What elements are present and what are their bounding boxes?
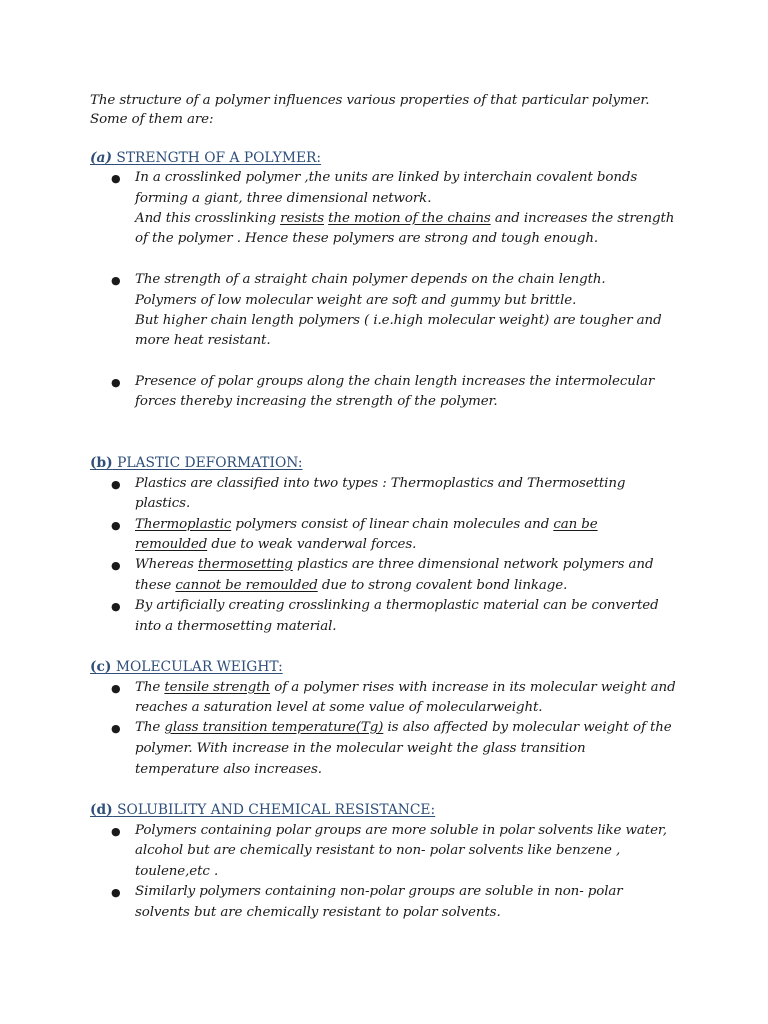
d-b1-line-2: alcohol but are chemically resistant to non- polar solvents like benzene , bbox=[135, 843, 621, 858]
b-b2-line-1: Thermoplastic polymers consist of linear chain molecules and can be bbox=[135, 517, 598, 532]
c-b1-line-1: The tensile strength of a polymer rises with increase in its molecular weight and bbox=[135, 680, 676, 695]
section-d-tag: (d) bbox=[90, 802, 113, 818]
bullet-icon: ● bbox=[111, 478, 121, 491]
section-d-heading bbox=[90, 801, 435, 819]
d-b1-line-3: toulene,etc . bbox=[135, 864, 219, 879]
section-d-title: SOLUBILITY AND CHEMICAL RESISTANCE: bbox=[112, 802, 436, 818]
bullet-icon: ● bbox=[111, 274, 121, 287]
a-b1-line-2: forming a giant, three dimensional network. bbox=[135, 191, 432, 206]
b-b2-line-2: remoulded due to weak vanderwal forces. bbox=[135, 537, 417, 552]
b-b3-line-1: Whereas thermosetting plastics are three dimensional network polymers and bbox=[135, 557, 654, 572]
intro-line-2: Some of them are: bbox=[90, 112, 214, 127]
section-c-title: MOLECULAR WEIGHT: bbox=[111, 659, 283, 675]
b-b4-line-1: By artificially creating crosslinking a thermoplastic material can be converted bbox=[135, 598, 659, 613]
a-b3-line-2: forces thereby increasing the strength of the polymer. bbox=[135, 394, 498, 409]
section-b-title: PLASTIC DEFORMATION: bbox=[112, 455, 303, 471]
section-a-heading bbox=[90, 149, 321, 167]
d-b1-line-1: Polymers containing polar groups are more soluble in polar solvents like water, bbox=[135, 823, 667, 838]
section-c-tag: (c) bbox=[90, 659, 112, 675]
c-b2-line-3: temperature also increases. bbox=[135, 762, 322, 777]
b-b1-line-1: Plastics are classified into two types : Thermoplastics and Thermosetting bbox=[135, 476, 626, 491]
a-b3-line-1: Presence of polar groups along the chain length increases the intermolecular bbox=[135, 374, 655, 389]
c-b2-line-2: polymer. With increase in the molecular weight the glass transition bbox=[135, 741, 586, 756]
b-b4-line-2: into a thermosetting material. bbox=[135, 619, 337, 634]
bullet-icon: ● bbox=[111, 559, 121, 572]
a-b1-line-3: And this crosslinking resists the motion of the chains and increases the strength bbox=[135, 211, 675, 226]
a-b1-line-1: In a crosslinked polymer ,the units are linked by interchain covalent bonds bbox=[135, 170, 638, 185]
section-c-heading bbox=[90, 658, 283, 676]
bullet-icon: ● bbox=[111, 519, 121, 532]
bullet-icon: ● bbox=[111, 600, 121, 613]
c-b1-line-2: reaches a saturation level at some value of molecularweight. bbox=[135, 700, 543, 715]
a-b2-line-1: The strength of a straight chain polymer depends on the chain length. bbox=[135, 272, 606, 287]
section-a-tag: (a) bbox=[90, 150, 112, 166]
bullet-icon: ● bbox=[111, 376, 121, 389]
intro-line-1: The structure of a polymer influences various properties of that particular polymer. bbox=[90, 93, 650, 108]
bullet-icon: ● bbox=[111, 172, 121, 185]
b-b3-line-2: these cannot be remoulded due to strong covalent bond linkage. bbox=[135, 578, 568, 593]
section-b-tag: (b) bbox=[90, 455, 113, 471]
bullet-icon: ● bbox=[111, 886, 121, 899]
a-b2-line-3: But higher chain length polymers ( i.e.high molecular weight) are tougher and bbox=[135, 313, 662, 328]
bullet-icon: ● bbox=[111, 722, 121, 735]
a-b1-line-4: of the polymer . Hence these polymers are strong and tough enough. bbox=[135, 231, 599, 246]
a-b2-line-4: more heat resistant. bbox=[135, 333, 271, 348]
b-b1-line-2: plastics. bbox=[135, 496, 191, 511]
c-b2-line-1: The glass transition temperature(Tg) is also affected by molecular weight of the bbox=[135, 720, 672, 735]
a-b2-line-2: Polymers of low molecular weight are soft and gummy but brittle. bbox=[135, 293, 577, 308]
bullet-icon: ● bbox=[111, 825, 121, 838]
section-b-heading bbox=[90, 454, 302, 472]
bullet-icon: ● bbox=[111, 682, 121, 695]
d-b2-line-1: Similarly polymers containing non-polar groups are soluble in non- polar bbox=[135, 884, 623, 899]
section-a-title: STRENGTH OF A POLYMER: bbox=[112, 150, 322, 166]
d-b2-line-2: solvents but are chemically resistant to polar solvents. bbox=[135, 905, 501, 920]
